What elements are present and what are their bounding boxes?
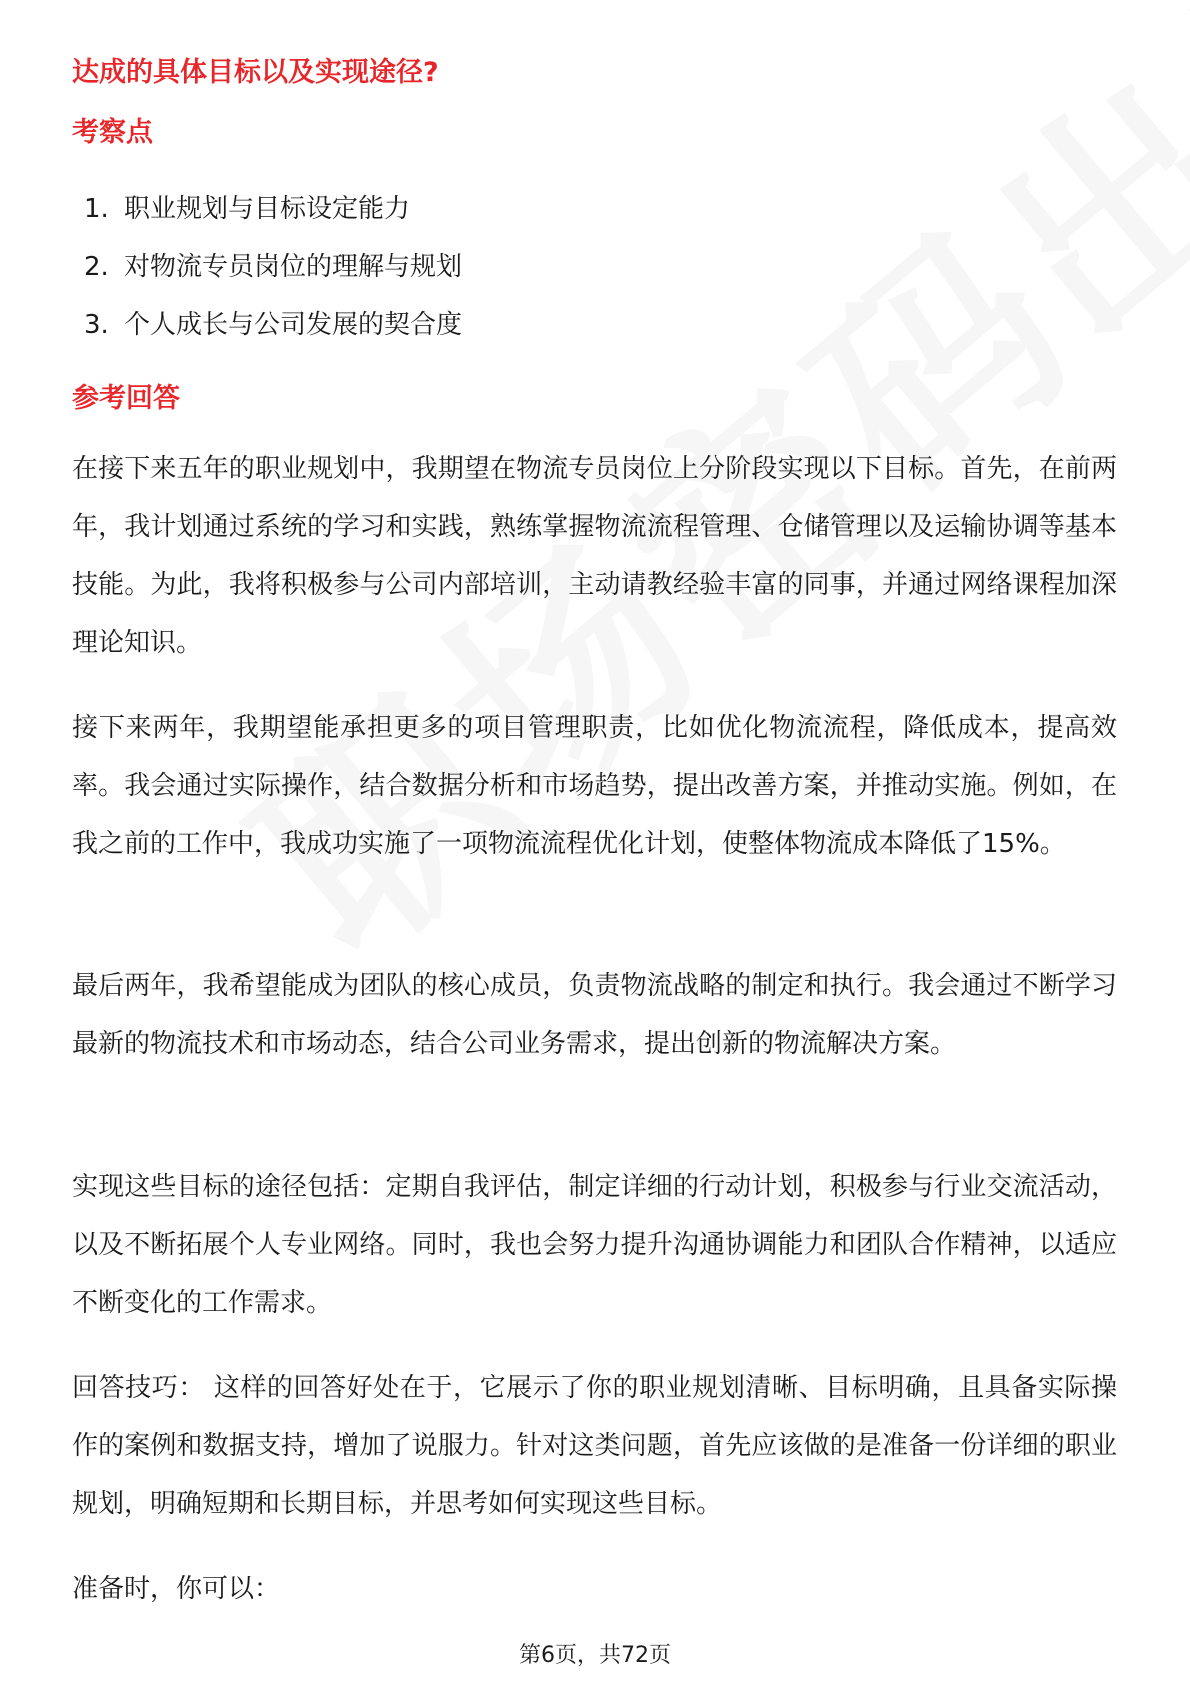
- answer-paragraph: 接下来两年，我期望能承担更多的项目管理职责，比如优化物流流程，降低成本，提高效率。我会通过实际操作，结合数据分析和市场趋势，提出改善方案，并推动实施。例如，在我之前的工作中，我成功实施了一项物流流程优化计划，使整体物流成本降低了15%。: [72, 713, 1117, 859]
- answer-paragraph: 在接下来五年的职业规划中，我期望在物流专员岗位上分阶段实现以下目标。首先，在前两年，我计划通过系统的学习和实践，熟练掌握物流流程管理、仓储管理以及运输协调等基本技能。为此，我将积极参与公司内部培训，主动请教经验丰富的同事，并通过网络课程加深理论知识。: [72, 454, 1117, 658]
- answer-paragraph: 实现这些目标的途径包括：定期自我评估，制定详细的行动计划，积极参与行业交流活动，以及不断拓展个人专业网络。同时，我也会努力提升沟通协调能力和团队合作精神，以适应不断变化的工作需求。: [72, 1172, 1117, 1318]
- list-item-text: 个人成长与公司发展的契合度: [124, 310, 463, 340]
- list-item: [84, 180, 462, 238]
- preparation-intro: 准备时，你可以：: [72, 1574, 281, 1604]
- list-item-text: 对物流专员岗位的理解与规划: [124, 252, 463, 282]
- list-item-number: 3.: [84, 310, 109, 340]
- question-title: 达成的具体目标以及实现途径?: [72, 57, 439, 88]
- list-item-text: 职业规划与目标设定能力: [124, 194, 411, 224]
- answer-tips-paragraph: 回答技巧： 这样的回答好处在于，它展示了你的职业规划清晰、目标明确，且具备实际操作的案例和数据支持，增加了说服力。针对这类问题，首先应该做的是准备一份详细的职业规划，明确短期和长期目标，并思考如何实现这些目标。: [72, 1373, 1117, 1519]
- list-item-number: 2.: [84, 252, 109, 282]
- list-item-number: 1.: [84, 194, 109, 224]
- page-number: 第6页，共72页: [519, 1643, 671, 1668]
- section-heading-points: 考察点: [72, 117, 153, 148]
- points-list: [84, 180, 462, 354]
- answer-paragraph: 最后两年，我希望能成为团队的核心成员，负责物流战略的制定和执行。我会通过不断学习最新的物流技术和市场动态，结合公司业务需求，提出创新的物流解决方案。: [72, 971, 1117, 1059]
- list-item: [84, 238, 462, 296]
- section-heading-answer: 参考回答: [72, 383, 180, 414]
- list-item: [84, 296, 462, 354]
